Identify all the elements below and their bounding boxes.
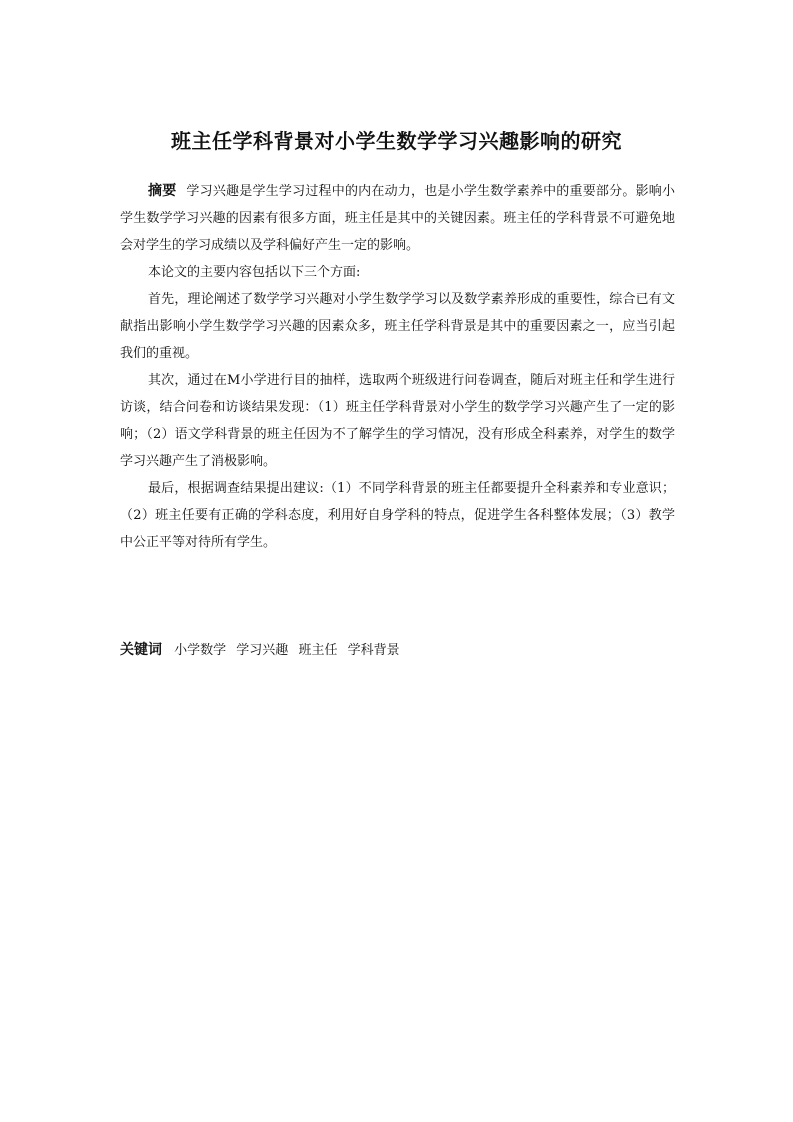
abstract-label: 摘要 [148, 183, 177, 199]
keyword-item: 班主任 [298, 643, 338, 658]
abstract-text: 学习兴趣是学生学习过程中的内在动力，也是小学生数学素养中的重要部分。影响小学生数学学习兴趣的因素有很多方面，班主任是其中的关键因素。班主任的学科背景不可避免地会对学生的学习成绩以及学科偏好产生一定的影响。 [120, 184, 675, 253]
keywords-section [120, 638, 675, 663]
keywords-label: 关键词 [120, 642, 162, 658]
abstract-section [120, 178, 675, 556]
page-title: 班主任学科背景对小学生数学学习兴趣影响的研究 [171, 129, 622, 153]
keyword-item: 学科背景 [347, 643, 400, 658]
keyword-item: 小学数学 [174, 643, 227, 658]
abstract-paragraph [120, 178, 675, 259]
body-paragraph-2: 首先，理论阐述了数学学习兴趣对小学生数学学习以及数学素养形成的重要性，综合已有文献指出影响小学生数学学习兴趣的因素众多，班主任学科背景是其中的重要因素之一，应当引起我们的重视。 [120, 292, 675, 361]
body-paragraph-1: 本论文的主要内容包括以下三个方面: [148, 265, 361, 280]
body-paragraph-4: 最后，根据调查结果提出建议:（1）不同学科背景的班主任都要提升全科素养和专业意识；（2）班主任要有正确的学科态度，利用好自身学科的特点，促进学生各科整体发展；（3）教学中公正平等对待所有学生。 [120, 481, 675, 550]
keyword-item: 学习兴趣 [236, 643, 289, 658]
body-paragraph-3: 其次，通过在M小学进行目的抽样，选取两个班级进行问卷调查，随后对班主任和学生进行访谈，结合问卷和访谈结果发现：（1）班主任学科背景对小学生的数学学习兴趣产生了一定的影响；（2）语文学科背景的班主任因为不了解学生的学习情况，没有形成全科素养，对学生的数学学习兴趣产生了消极影响。 [120, 373, 675, 469]
